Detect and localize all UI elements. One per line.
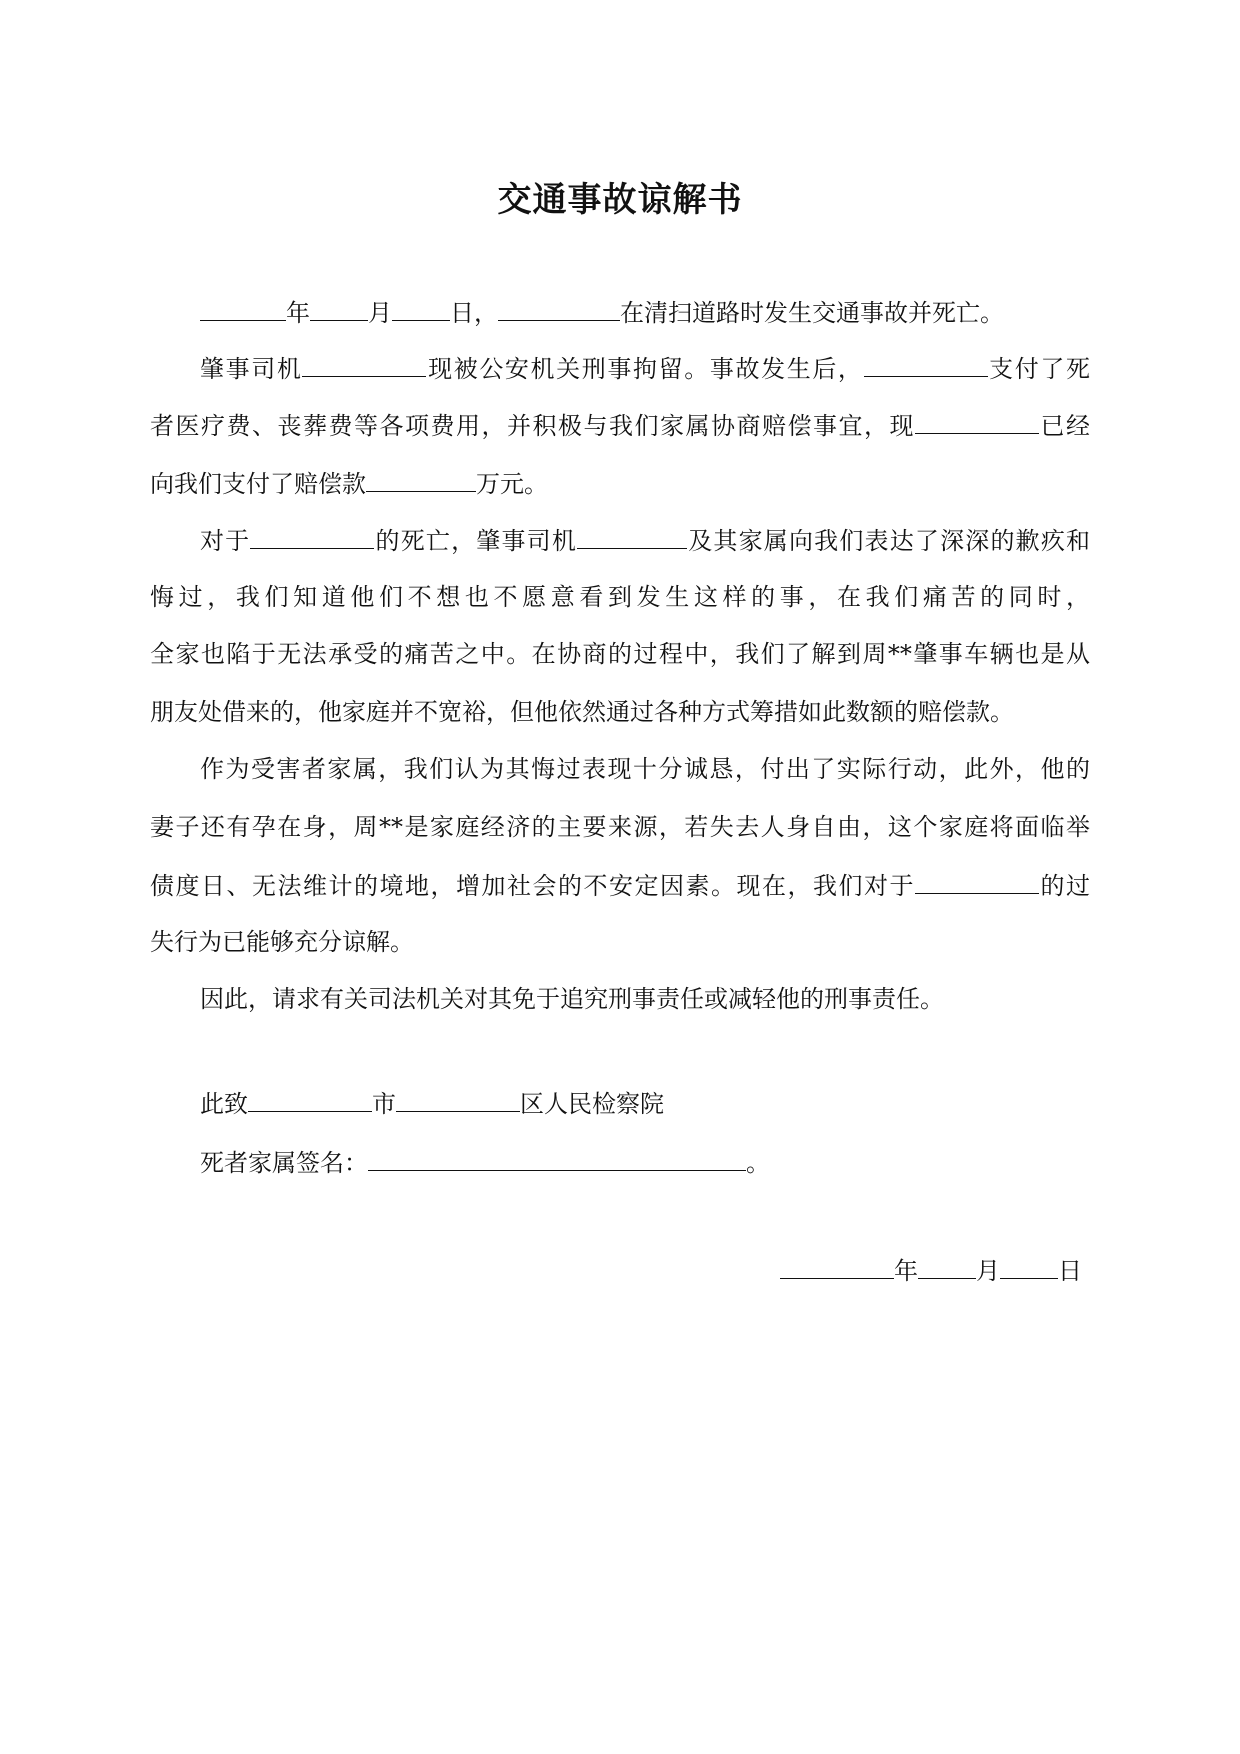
signature-line bbox=[200, 1144, 1090, 1180]
signature-end: 。 bbox=[746, 1149, 770, 1177]
text-apology: 及其家属向我们表达了深深的歉疚和 bbox=[687, 527, 1091, 555]
paragraph-4-line-2: 妻子还有孕在身，周**是家庭经济的主要来源，若失去人身自由，这个家庭将面临举 bbox=[150, 813, 1090, 841]
blank-victim-name-2[interactable] bbox=[250, 522, 374, 549]
paragraph-3-line-2: 悔过，我们知道他们不想也不愿意看到发生这样的事，在我们痛苦的同时， bbox=[150, 583, 1090, 611]
text-procuratorate: 区人民检察院 bbox=[520, 1090, 664, 1118]
text-expenses: 者医疗费、丧葬费等各项费用，并积极与我们家属协商赔偿事宜，现 bbox=[150, 412, 915, 440]
addressee-line bbox=[200, 1085, 1090, 1121]
text-already: 已经 bbox=[1039, 412, 1090, 440]
blank-sign-month[interactable] bbox=[918, 1252, 976, 1279]
paragraph-3-line-3: 全家也陷于无法承受的痛苦之中。在协商的过程中，我们了解到周**肇事车辆也是从 bbox=[150, 640, 1090, 668]
label-day: 日， bbox=[450, 299, 498, 327]
blank-day[interactable] bbox=[392, 294, 450, 321]
label-sign-month: 月 bbox=[976, 1257, 1000, 1285]
paragraph-1 bbox=[200, 294, 1090, 330]
text-paid: 支付了死 bbox=[987, 355, 1091, 383]
signature-field[interactable] bbox=[368, 1144, 746, 1171]
blank-driver-name-3[interactable] bbox=[915, 867, 1039, 894]
text-circumstances: 债度日、无法维计的境地，增加社会的不安定因素。现在，我们对于 bbox=[150, 872, 915, 900]
text-death: 的死亡，肇事司机 bbox=[374, 527, 578, 555]
label-sign-year: 年 bbox=[894, 1257, 918, 1285]
paragraph-2-line-3 bbox=[150, 465, 1090, 501]
text-detained: 现被公安机关刑事拘留。事故发生后， bbox=[426, 355, 864, 383]
label-sign-day: 日 bbox=[1058, 1257, 1082, 1285]
label-month: 月 bbox=[368, 299, 392, 327]
blank-sign-day[interactable] bbox=[1000, 1252, 1058, 1279]
paragraph-2-line-2 bbox=[150, 407, 1090, 443]
text-city: 市 bbox=[372, 1090, 396, 1118]
paragraph-4-line-1: 作为受害者家属，我们认为其悔过表现十分诚恳，付出了实际行动，此外，他的 bbox=[200, 755, 1090, 783]
blank-driver-name[interactable] bbox=[302, 350, 426, 377]
text-unit: 万元。 bbox=[476, 470, 548, 498]
blank-year[interactable] bbox=[200, 294, 286, 321]
paragraph-2-line-1 bbox=[200, 350, 1090, 386]
signature-label: 死者家属签名： bbox=[200, 1149, 368, 1177]
blank-payer-name[interactable] bbox=[864, 350, 988, 377]
text-fault: 的过 bbox=[1039, 872, 1090, 900]
document-title: 交通事故谅解书 bbox=[497, 180, 743, 220]
blank-month[interactable] bbox=[310, 294, 368, 321]
date-line bbox=[780, 1252, 1100, 1288]
paragraph-3-line-4: 朋友处借来的，他家庭并不宽裕，但他依然通过各种方式筹措如此数额的赔偿款。 bbox=[150, 698, 1014, 726]
text-to: 此致 bbox=[200, 1090, 248, 1118]
paragraph-4-line-3 bbox=[150, 867, 1090, 903]
blank-driver-name-2[interactable] bbox=[577, 522, 687, 549]
blank-city[interactable] bbox=[248, 1085, 372, 1112]
blank-payer-name-2[interactable] bbox=[915, 407, 1039, 434]
blank-district[interactable] bbox=[396, 1085, 520, 1112]
blank-sign-year[interactable] bbox=[780, 1252, 894, 1279]
text-compensation: 向我们支付了赔偿款 bbox=[150, 470, 366, 498]
text-driver: 肇事司机 bbox=[200, 355, 303, 383]
blank-victim-name[interactable] bbox=[498, 294, 620, 321]
paragraph-1-text: 在清扫道路时发生交通事故并死亡。 bbox=[620, 299, 1004, 327]
paragraph-4-line-4: 失行为已能够充分谅解。 bbox=[150, 928, 414, 956]
paragraph-3-line-1 bbox=[200, 522, 1090, 558]
blank-amount[interactable] bbox=[366, 465, 476, 492]
paragraph-5: 因此，请求有关司法机关对其免于追究刑事责任或减轻他的刑事责任。 bbox=[200, 985, 944, 1013]
text-regarding: 对于 bbox=[200, 527, 251, 555]
label-year: 年 bbox=[286, 299, 310, 327]
